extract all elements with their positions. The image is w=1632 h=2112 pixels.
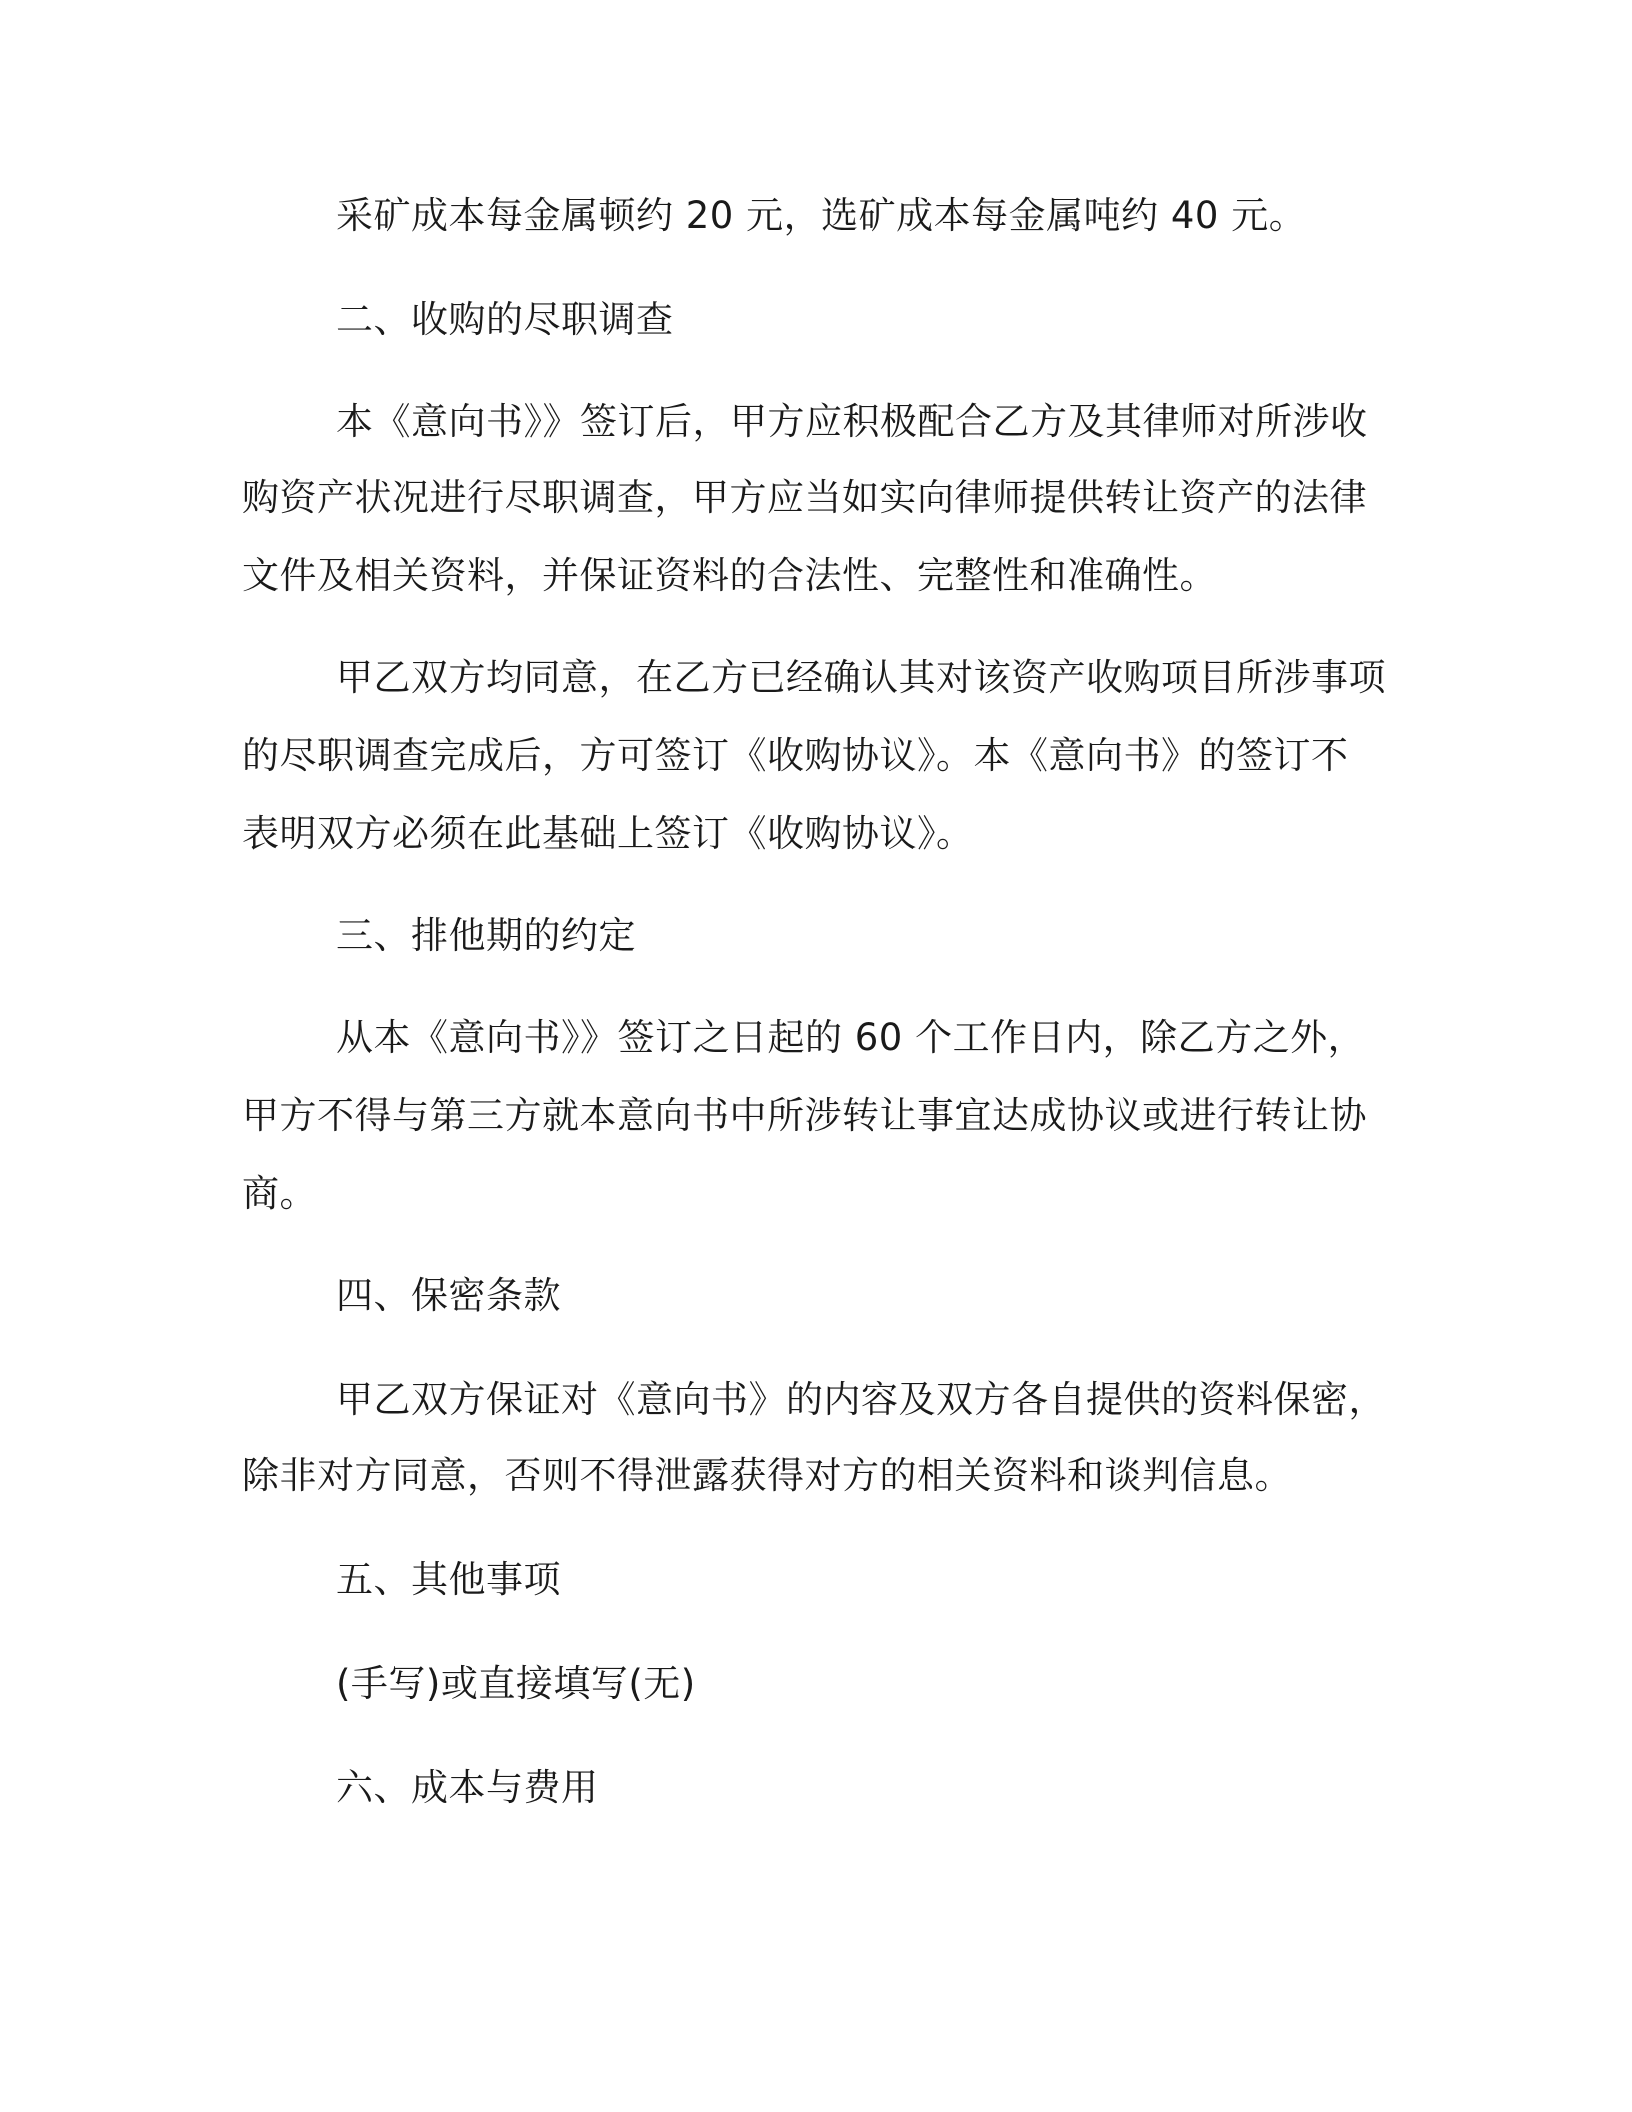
paragraph-line: 的尽职调查完成后，方可签订《收购协议》。本《意向书》的签订不 [242, 734, 1349, 777]
paragraph-line: 除非对方同意，否则不得泄露获得对方的相关资料和谈判信息。 [242, 1454, 1292, 1497]
section-heading: 三、排他期的约定 [336, 914, 636, 957]
paragraph-line: 购资产状况进行尽职调查，甲方应当如实向律师提供转让资产的法律 [242, 476, 1367, 519]
paragraph-line: 采矿成本每金属顿约 20 元，选矿成本每金属吨约 40 元。 [336, 194, 1307, 237]
paragraph-line: 从本《意向书》》签订之日起的 60 个工作日内，除乙方之外， [336, 1016, 1366, 1059]
section-heading: 六、成本与费用 [336, 1766, 599, 1809]
paragraph-line: 甲乙双方均同意，在乙方已经确认其对该资产收购项目所涉事项 [336, 656, 1386, 699]
section-heading: 五、其他事项 [336, 1558, 561, 1601]
paragraph-line: 文件及相关资料，并保证资料的合法性、完整性和准确性。 [242, 554, 1217, 597]
paragraph-line: 表明双方必须在此基础上签订《收购协议》。 [242, 812, 974, 855]
section-heading: 四、保密条款 [336, 1274, 561, 1317]
paragraph-line: 甲乙双方保证对《意向书》的内容及双方各自提供的资料保密， [336, 1378, 1386, 1421]
paragraph-line: 甲方不得与第三方就本意向书中所涉转让事宜达成协议或进行转让协 [242, 1094, 1367, 1137]
paragraph-line: 商。 [242, 1172, 317, 1215]
paragraph-line: 本《意向书》》签订后，甲方应积极配合乙方及其律师对所涉收 [336, 400, 1368, 443]
section-heading: 二、收购的尽职调查 [336, 298, 674, 341]
paragraph-line: (手写)或直接填写(无) [336, 1662, 696, 1705]
